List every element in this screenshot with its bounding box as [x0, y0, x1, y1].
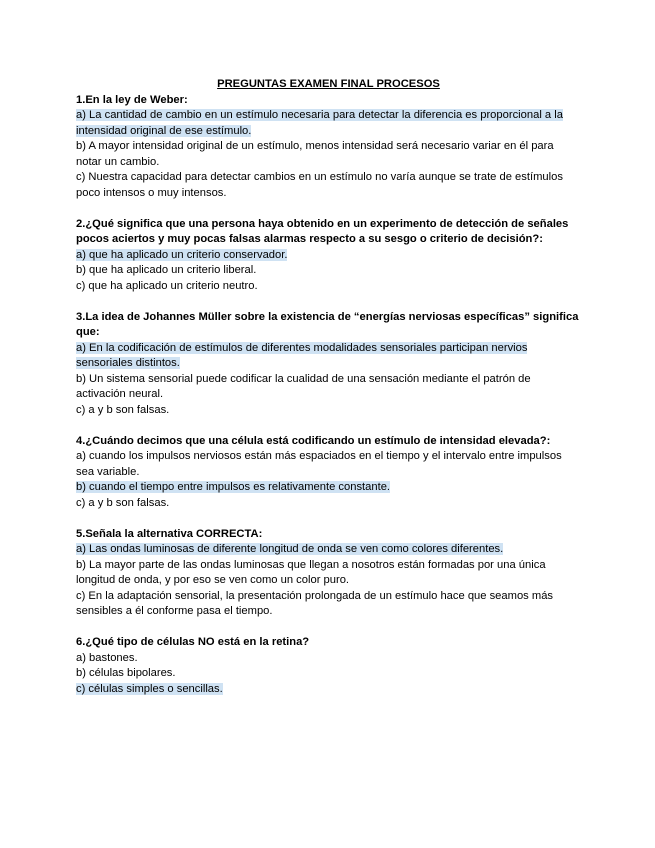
- answer-text: b) Un sistema sensorial puede codificar la cualidad de una sensación mediante el patrón de activación neural.: [76, 372, 531, 400]
- spacer: [76, 201, 581, 217]
- answer-text: c) células simples o sencillas.: [76, 682, 223, 695]
- answer-text: a) Las ondas luminosas de diferente longitud de onda se ven como colores diferentes.: [76, 543, 504, 555]
- question-4: [76, 434, 581, 512]
- answer-text: a) bastones.: [76, 651, 138, 664]
- answer-option: [76, 449, 581, 480]
- answer-text: c) En la adaptación sensorial, la presentación prolongada de un estímulo hace que seamos más sensibles a él conforme pasa el tiempo.: [76, 589, 554, 617]
- answer-option: [76, 589, 581, 620]
- answer-option: [76, 108, 581, 139]
- question-heading: 4.¿Cuándo decimos que una célula está codificando un estímulo de intensidad elevada?:: [76, 434, 551, 447]
- question-2: [76, 217, 581, 295]
- answer-text: a) La cantidad de cambio en un estímulo necesaria para detectar la diferencia es proporcional a la intensidad original de ese estímulo.: [76, 109, 563, 137]
- answer-text: b) células bipolares.: [76, 667, 176, 679]
- answer-text: c) Nuestra capacidad para detectar cambios en un estímulo no varía aunque se trate de estímulos poco intensos o muy intensos.: [76, 171, 563, 199]
- answer-option: [76, 496, 581, 512]
- answer-option: [76, 170, 581, 201]
- answer-option: [76, 403, 581, 419]
- answer-text: c) que ha aplicado un criterio neutro.: [76, 279, 258, 292]
- spacer: [76, 511, 581, 527]
- answer-option: [76, 480, 581, 496]
- answer-text: a) En la codificación de estímulos de diferentes modalidades sensoriales participan nervios sensoriales distintos.: [76, 341, 528, 369]
- answer-text: c) a y b son falsas.: [76, 496, 170, 509]
- answer-option: [76, 666, 581, 682]
- answer-option: [76, 372, 581, 403]
- spacer: [76, 418, 581, 434]
- document-page: [76, 77, 581, 697]
- question-3: [76, 310, 581, 419]
- answer-option: [76, 682, 581, 698]
- answer-option: [76, 139, 581, 170]
- answer-option: [76, 542, 581, 558]
- answer-text: a) que ha aplicado un criterio conservador.: [76, 248, 288, 261]
- question-heading: 5.Señala la alternativa CORRECTA:: [76, 527, 263, 540]
- question-5: [76, 527, 581, 620]
- answer-text: b) A mayor intensidad original de un estímulo, menos intensidad será necesario variar en él para notar un cambio.: [76, 140, 554, 168]
- answer-text: a) cuando los impulsos nerviosos están más espaciados en el tiempo y el intervalo entre impulsos sea variable.: [76, 450, 562, 478]
- question-1: [76, 93, 581, 202]
- question-6: [76, 635, 581, 697]
- answer-text: b) que ha aplicado un criterio liberal.: [76, 264, 257, 276]
- question-heading: 6.¿Qué tipo de células NO está en la retina?: [76, 636, 310, 648]
- answer-option: [76, 341, 581, 372]
- document-title: PREGUNTAS EXAMEN FINAL PROCESOS: [217, 78, 440, 90]
- answer-option: [76, 248, 581, 264]
- answer-option: [76, 279, 581, 295]
- spacer: [76, 294, 581, 310]
- question-heading: 3.La idea de Johannes Müller sobre la existencia de “energías nerviosas específicas” significa que:: [76, 310, 579, 338]
- answer-text: c) a y b son falsas.: [76, 403, 170, 416]
- spacer: [76, 620, 581, 636]
- answer-text: b) cuando el tiempo entre impulsos es relativamente constante.: [76, 481, 391, 493]
- question-heading: 1.En la ley de Weber:: [76, 93, 188, 106]
- question-heading: 2.¿Qué significa que una persona haya obtenido en un experimento de detección de señales pocos aciertos y muy pocas falsas alarmas respecto a su sesgo o criterio de decisión?:: [76, 217, 569, 245]
- answer-option: [76, 558, 581, 589]
- answer-option: [76, 651, 581, 667]
- answer-option: [76, 263, 581, 279]
- answer-text: b) La mayor parte de las ondas luminosas que llegan a nosotros están formadas por una única longitud de onda, y por eso se ven como un color puro.: [76, 558, 546, 586]
